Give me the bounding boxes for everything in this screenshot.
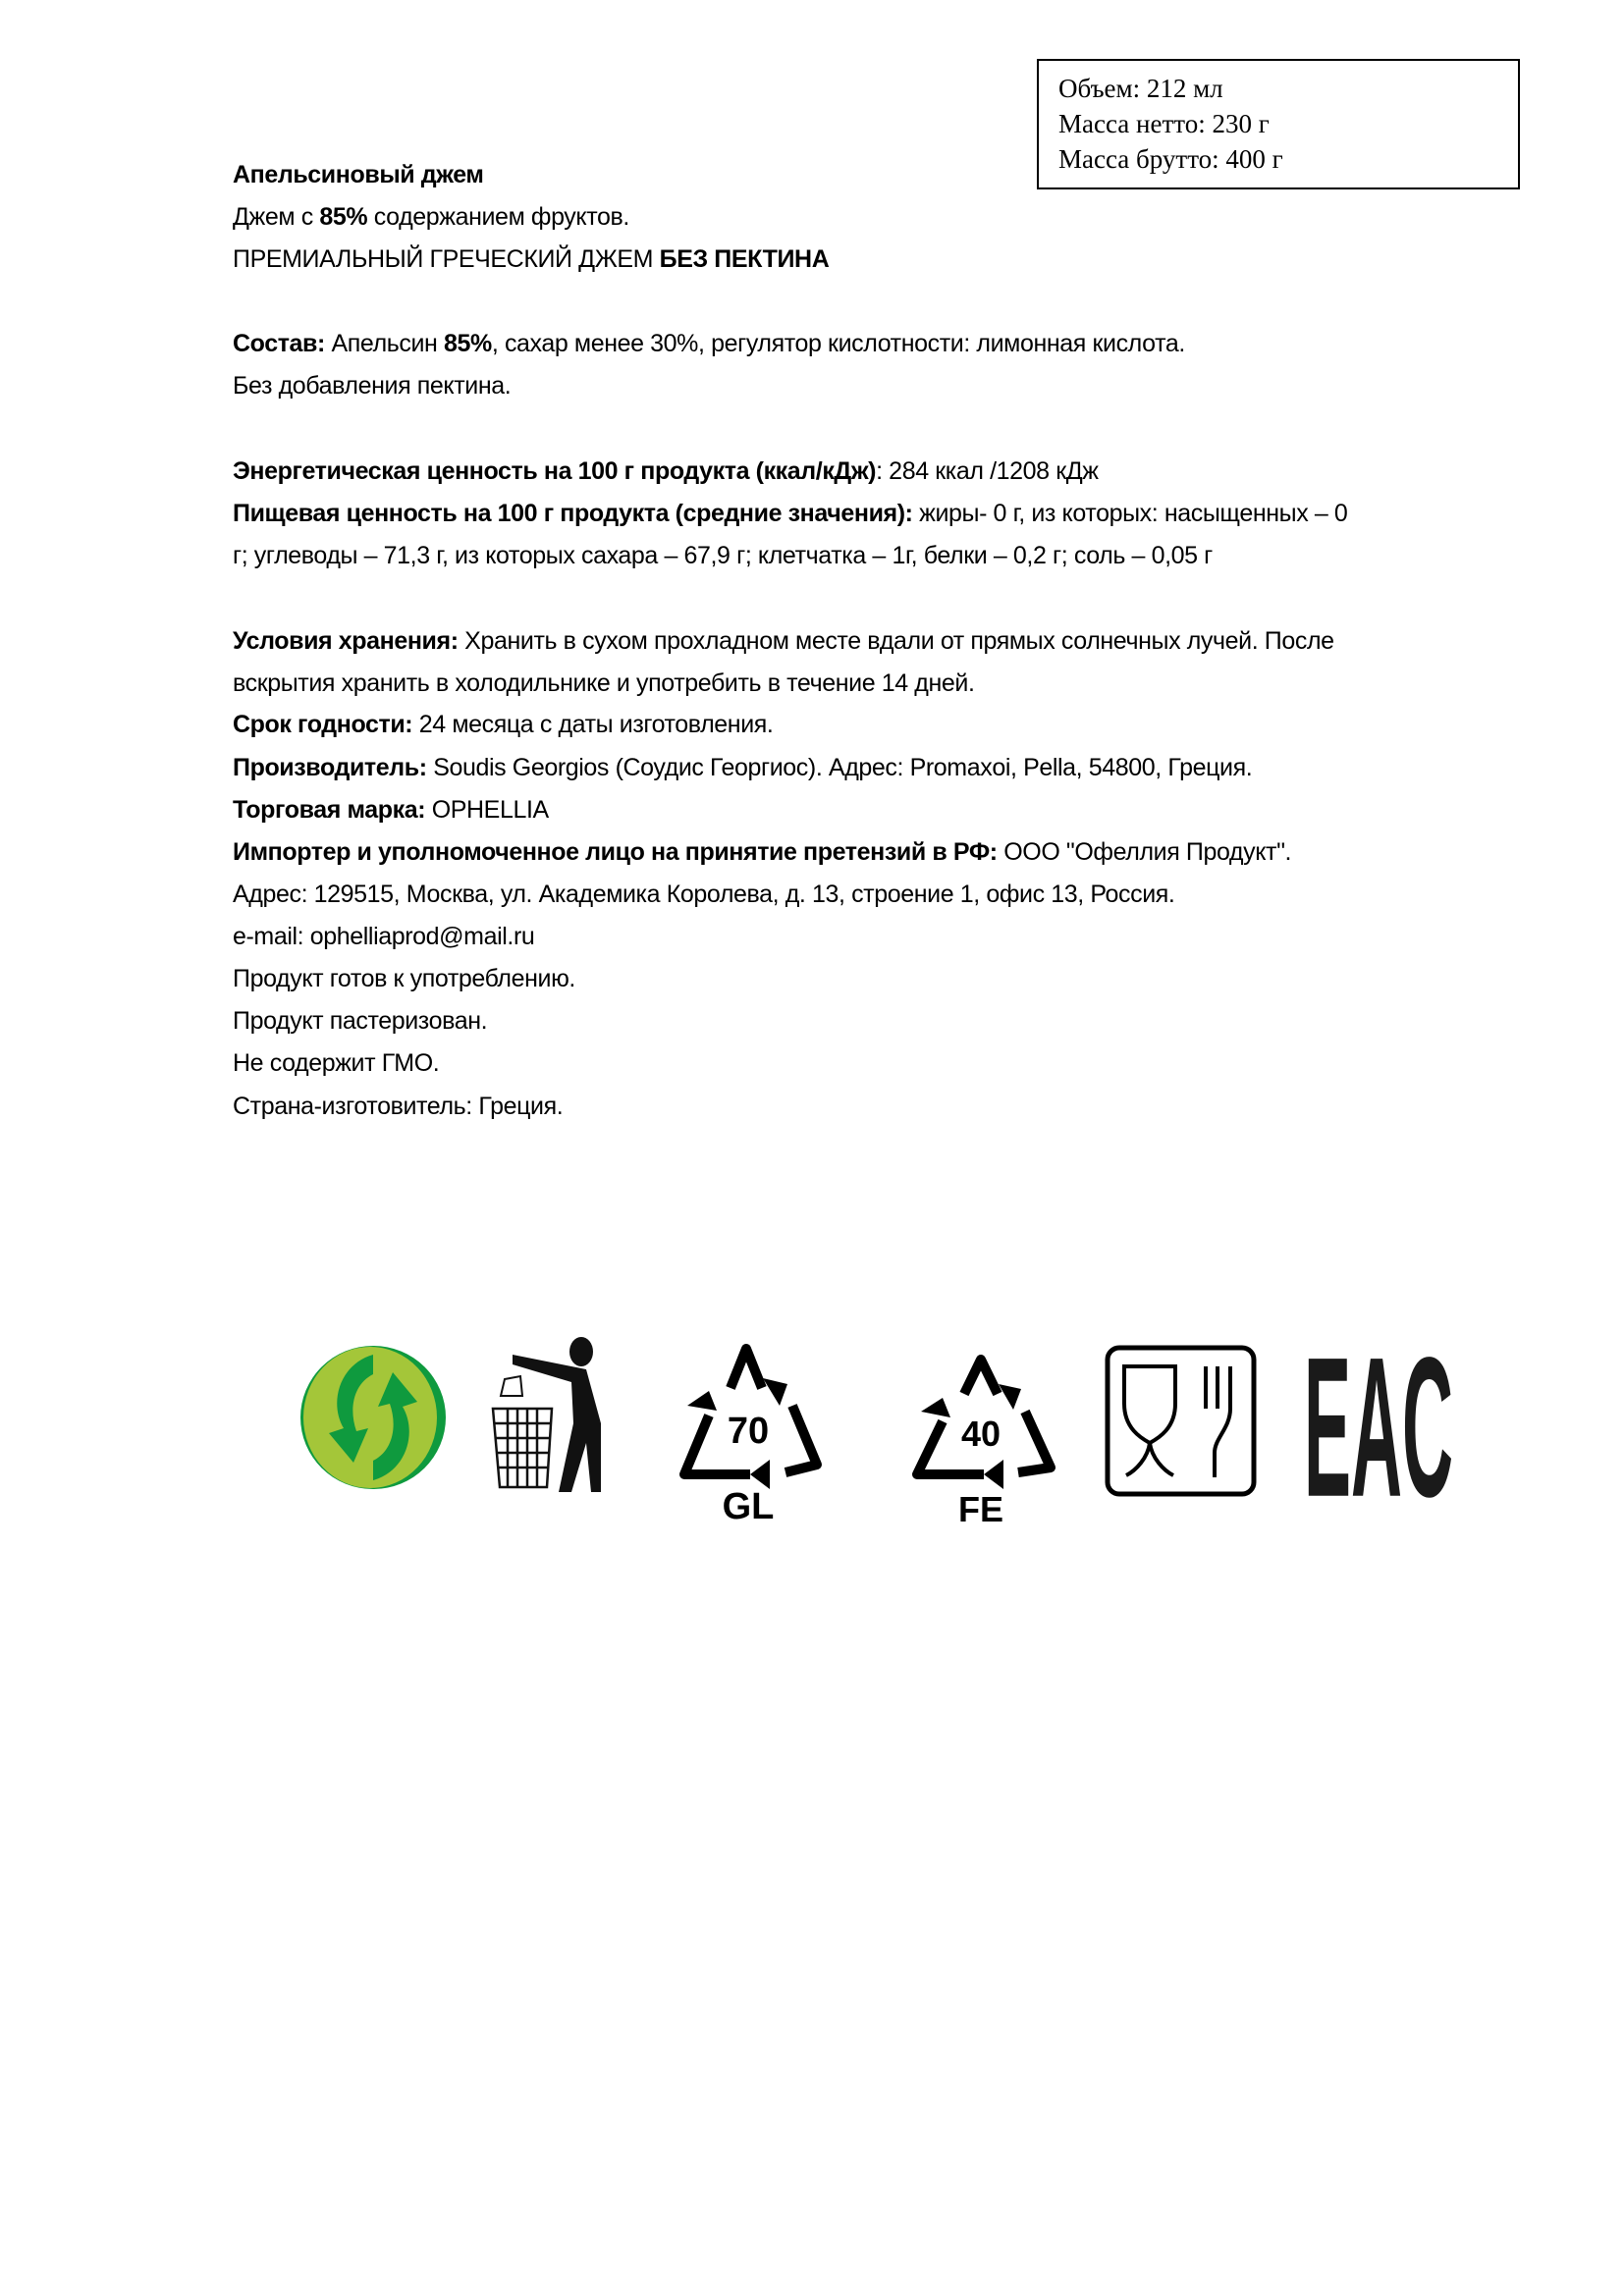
storage: Условия хранения: Хранить в сухом прохладном месте вдали от прямых солнечных лучей. После: [233, 627, 1334, 655]
pasteurized: Продукт пастеризован.: [233, 1007, 488, 1035]
food-contact-icon: [1105, 1345, 1257, 1497]
glass-label: GL: [722, 1486, 775, 1527]
volume: Объем: 212 мл: [1058, 74, 1223, 103]
product-title: Апельсиновый джем: [233, 161, 484, 188]
no-pectin: Без добавления пектина.: [233, 372, 512, 400]
net-weight: Масса нетто: 230 г: [1058, 109, 1270, 138]
brand: Торговая марка: OPHELLIA: [233, 796, 549, 824]
weight-info-box: [1037, 59, 1520, 189]
no-gmo: Не содержит ГМО.: [233, 1049, 440, 1077]
steel-label: FE: [957, 1489, 1004, 1529]
address: Адрес: 129515, Москва, ул. Академика Королева, д. 13, строение 1, офис 13, Россия.: [233, 881, 1175, 908]
manufacturer: Производитель: Soudis Georgios (Соудис Георгиос). Адрес: Promaxoi, Pella, 54800, Греция.: [233, 754, 1253, 781]
green-dot-icon: [299, 1345, 447, 1490]
email: e-mail: ophelliaprod@mail.ru: [233, 923, 535, 950]
eac-mark-text: EAC: [1304, 1314, 1453, 1538]
glass-code: 70: [727, 1411, 770, 1452]
energy-value: Энергетическая ценность на 100 г продукта (ккал/кДж): 284 ккал /1208 кДж: [233, 457, 1099, 485]
nutrition-value-cont: г; углеводы – 71,3 г, из которых сахара – 67,9 г; клетчатка – 1г, белки – 0,2 г; соль – 0,05 г: [233, 542, 1213, 569]
ready-to-eat: Продукт готов к употреблению.: [233, 965, 575, 992]
country: Страна-изготовитель: Греция.: [233, 1093, 564, 1120]
composition: Состав: Апельсин 85%, сахар менее 30%, регулятор кислотности: лимонная кислота.: [233, 330, 1185, 357]
fruit-content: Джем с 85% содержанием фруктов.: [233, 203, 629, 231]
premium-line: ПРЕМИАЛЬНЫЙ ГРЕЧЕСКИЙ ДЖЕМ БЕЗ ПЕКТИНА: [233, 245, 830, 273]
gross-weight: Масса брутто: 400 г: [1058, 144, 1283, 174]
shelf-life: Срок годности: 24 месяца с даты изготовления.: [233, 711, 774, 738]
eac-mark-icon: [1304, 1314, 1453, 1538]
glass-recycling-icon: [670, 1337, 827, 1533]
steel-recycling-icon: [905, 1345, 1057, 1536]
nutrition-value: Пищевая ценность на 100 г продукта (средние значения): жиры- 0 г, из которых: насыщенных – 0: [233, 500, 1348, 527]
storage-cont: вскрытия хранить в холодильнике и употребить в течение 14 дней.: [233, 669, 975, 697]
tidyman-bin-icon: [493, 1335, 616, 1492]
steel-code: 40: [960, 1414, 1001, 1454]
importer: Импортер и уполномоченное лицо на принятие претензий в РФ: ООО "Офеллия Продукт".: [233, 838, 1292, 866]
